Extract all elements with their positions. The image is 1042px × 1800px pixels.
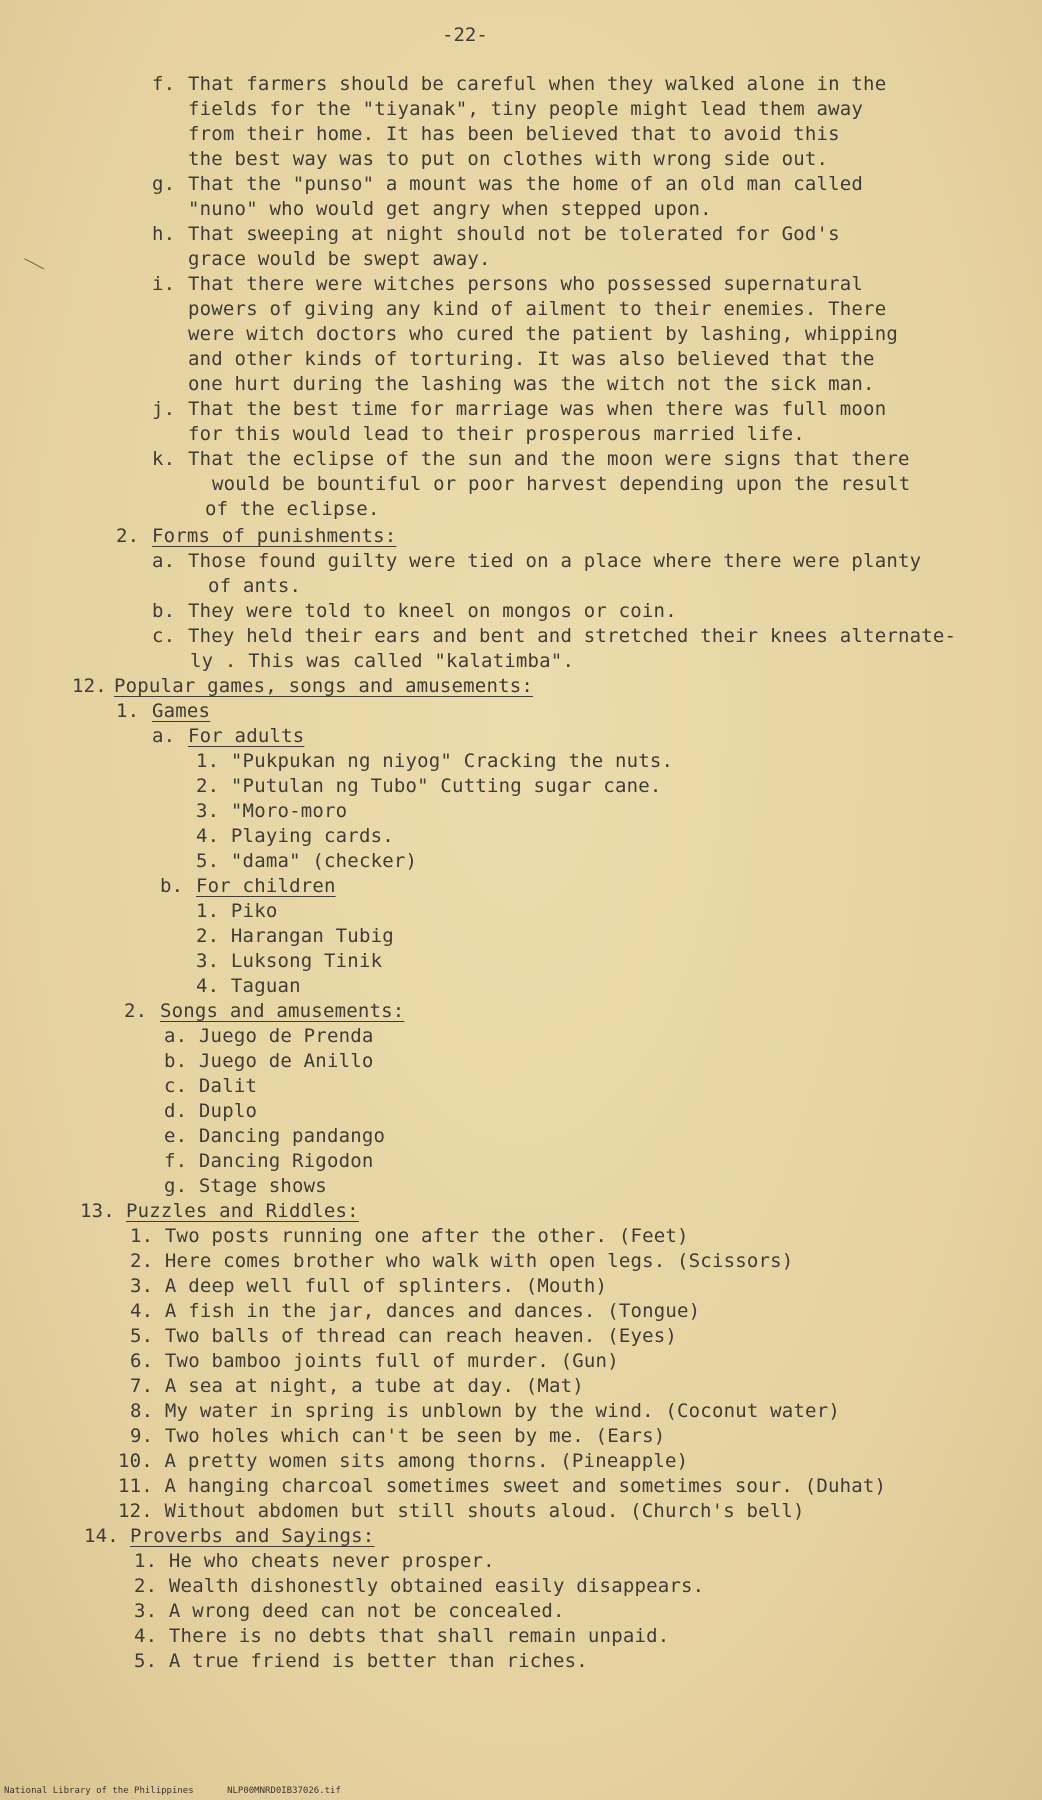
punishments-number: 2.: [116, 525, 140, 547]
child-game-item: 3. Luksong Tinik: [196, 950, 383, 972]
belief-line: would be bountiful or poor harvest depending upon the result: [212, 473, 911, 495]
scan-footer: [4, 1786, 369, 1796]
song-item: d. Duplo: [164, 1100, 258, 1122]
belief-line: were witch doctors who cured the patient by lashing, whipping: [188, 323, 898, 345]
belief-line: powers of giving any kind of ailment to their enemies. There: [188, 298, 887, 320]
riddle-item: 9. Two holes which can't be seen by me. (Ears): [130, 1425, 666, 1447]
songs-heading: Songs and amusements:: [160, 1000, 405, 1022]
song-item: e. Dancing pandango: [164, 1125, 386, 1147]
proverb-item: 2. Wealth dishonestly obtained easily disappears.: [134, 1575, 705, 1597]
belief-line: That the eclipse of the sun and the moon were signs that there: [188, 448, 910, 470]
riddle-item: 1. Two posts running one after the other. (Feet): [130, 1225, 689, 1247]
file-label: NLP00MNRD0IB37026.tif: [227, 1786, 341, 1796]
belief-line: grace would be swept away.: [188, 248, 491, 270]
margin-mark: [24, 248, 50, 270]
adult-game-item: 5. "dama" (checker): [196, 850, 418, 872]
adult-game-item: 2. "Putulan ng Tubo" Cutting sugar cane.: [196, 775, 662, 797]
adults-heading: For adults: [188, 725, 305, 747]
riddle-item: 7. A sea at night, a tube at day. (Mat): [130, 1375, 584, 1397]
punishment-line: They held their ears and bent and stretched their knees alternate-: [188, 625, 957, 647]
song-item: b. Juego de Anillo: [164, 1050, 374, 1072]
belief-letter: g.: [152, 173, 176, 195]
song-item: a. Juego de Prenda: [164, 1025, 374, 1047]
punishment-line: ly . This was called "kalatimba".: [190, 650, 575, 672]
games-heading: Games: [152, 700, 211, 722]
belief-letter: k.: [152, 448, 176, 470]
belief-line: for this would lead to their prosperous married life.: [188, 423, 805, 445]
proverb-item: 1. He who cheats never prosper.: [134, 1550, 495, 1572]
song-item: g. Stage shows: [164, 1175, 327, 1197]
punishment-letter: c.: [152, 625, 176, 647]
belief-letter: h.: [152, 223, 176, 245]
library-label: National Library of the Philippines: [4, 1786, 194, 1796]
section14-number: 14.: [84, 1525, 119, 1547]
belief-letter: j.: [152, 398, 176, 420]
song-item: f. Dancing Rigodon: [164, 1150, 374, 1172]
riddle-item: 3. A deep well full of splinters. (Mouth): [130, 1275, 608, 1297]
punishment-line: Those found guilty were tied on a place where there were planty: [188, 550, 922, 572]
belief-line: That sweeping at night should not be tolerated for God's: [188, 223, 840, 245]
riddle-item: 10. A pretty women sits among thorns. (Pineapple): [118, 1450, 689, 1472]
belief-line: That the "punso" a mount was the home of an old man called: [188, 173, 864, 195]
punishment-line: They were told to kneel on mongos or coin.: [188, 600, 677, 622]
child-game-item: 1. Piko: [196, 900, 278, 922]
belief-line: That there were witches persons who possessed supernatural: [188, 273, 864, 295]
section12-number: 12.: [72, 675, 107, 697]
riddle-item: 4. A fish in the jar, dances and dances. (Tongue): [130, 1300, 701, 1322]
song-item: c. Dalit: [164, 1075, 258, 1097]
adults-letter: a.: [152, 725, 176, 747]
section13-heading: Puzzles and Riddles:: [126, 1200, 359, 1222]
punishment-line: of ants.: [208, 575, 302, 597]
section14-heading: Proverbs and Sayings:: [130, 1525, 375, 1547]
riddle-item: 2. Here comes brother who walk with open legs. (Scissors): [130, 1250, 794, 1272]
riddle-item: 6. Two bamboo joints full of murder. (Gun): [130, 1350, 619, 1372]
riddle-item: 5. Two balls of thread can reach heaven. (Eyes): [130, 1325, 678, 1347]
punishment-letter: b.: [152, 600, 176, 622]
belief-line: That farmers should be careful when they walked alone in the: [188, 73, 887, 95]
songs-number: 2.: [124, 1000, 148, 1022]
proverb-item: 4. There is no debts that shall remain unpaid.: [134, 1625, 670, 1647]
child-game-item: 4. Taguan: [196, 975, 301, 997]
riddle-item: 11. A hanging charcoal sometimes sweet and sometimes sour. (Duhat): [118, 1475, 887, 1497]
children-letter: b.: [160, 875, 184, 897]
child-game-item: 2. Harangan Tubig: [196, 925, 394, 947]
belief-line: fields for the "tiyanak", tiny people might lead them away: [188, 98, 864, 120]
adult-game-item: 3. "Moro-moro: [196, 800, 348, 822]
punishments-heading: Forms of punishments:: [152, 525, 397, 547]
section13-number: 13.: [80, 1200, 115, 1222]
riddle-item: 8. My water in spring is unblown by the wind. (Coconut water): [130, 1400, 840, 1422]
belief-line: That the best time for marriage was when there was full moon: [188, 398, 887, 420]
games-number: 1.: [116, 700, 140, 722]
riddle-item: 12. Without abdomen but still shouts aloud. (Church's bell): [118, 1500, 805, 1522]
adult-game-item: 1. "Pukpukan ng niyog" Cracking the nuts.: [196, 750, 674, 772]
belief-letter: i.: [152, 273, 176, 295]
belief-line: and other kinds of torturing. It was also believed that the: [188, 348, 875, 370]
punishment-letter: a.: [152, 550, 176, 572]
children-heading: For children: [196, 875, 336, 897]
proverb-item: 3. A wrong deed can not be concealed.: [134, 1600, 565, 1622]
proverb-item: 5. A true friend is better than riches.: [134, 1650, 588, 1672]
belief-line: "nuno" who would get angry when stepped upon.: [188, 198, 712, 220]
section12-heading: Popular games, songs and amusements:: [114, 675, 534, 697]
belief-line: from their home. It has been believed that to avoid this: [188, 123, 840, 145]
belief-line: the best way was to put on clothes with wrong side out.: [188, 148, 829, 170]
adult-game-item: 4. Playing cards.: [196, 825, 394, 847]
belief-letter: f.: [152, 73, 176, 95]
page-number: -22-: [442, 24, 488, 46]
belief-line: one hurt during the lashing was the witch not the sick man.: [188, 373, 875, 395]
belief-line: of the eclipse.: [205, 498, 380, 520]
